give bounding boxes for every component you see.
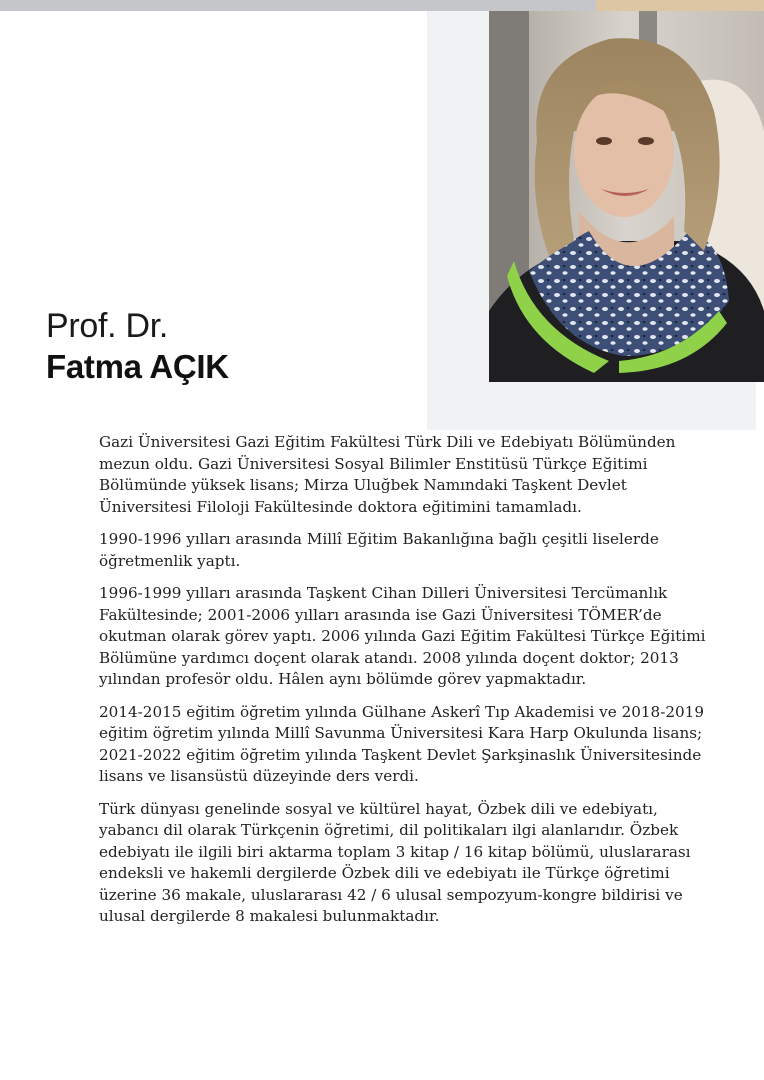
bio-paragraph: 1990-1996 yılları arasında Millî Eğitim Bakanlığına bağlı çeşitli liselerde öğretmenlik yaptı. xyxy=(99,530,659,570)
bio-paragraph: 2014-2015 eğitim öğretim yılında Gülhane Askerî Tıp Akademisi ve 2018-2019 eğitim öğretim yılında Millî Savunma Üniversitesi Kara Harp Okulunda lisans; 2021-2022 eğitim öğretim yılında Taşkent Devlet Şarkşinaslık Üniversitesinde lisans ve lisansüstü düzeyinde ders verdi. xyxy=(99,702,705,785)
bio-paragraph: Türk dünyası genelinde sosyal ve kültürel hayat, Özbek dili ve edebiyatı, yabancı dil olarak Türkçenin öğretimi, dil politikaları ilgi alanlarıdır. Özbek edebiyatı ile ilgili biri aktarma toplam 3 kitap / 16 kitap bölümü, uluslararası endeksli ve hakemli dergilerde Özbek dili ve edebiyatı ile Türkçe öğretimi üzerine 36 makale, uluslararası 42 / 6 ulusal sempozyum-kongre bildirisi ve ulusal dergilerde 8 makalesi bulunmaktadır. xyxy=(99,799,691,925)
portrait-photo xyxy=(489,11,764,382)
biography xyxy=(99,432,719,939)
portrait-illustration xyxy=(489,11,764,382)
title-block xyxy=(46,306,229,388)
bio-paragraph: Gazi Üniversitesi Gazi Eğitim Fakültesi Türk Dili ve Edebiyatı Bölümünden mezun oldu. Gazi Üniversitesi Sosyal Bilimler Enstitüsü Türkçe Eğitimi Bölümünde yüksek lisans; Mirza Uluğbek Namındaki Taşkent Devlet Üniversitesi Filoloji Fakültesinde doktora eğitimini tamamladı. xyxy=(99,433,676,516)
academic-title: Prof. Dr. xyxy=(46,307,168,345)
person-name: Fatma AÇIK xyxy=(46,348,229,385)
bio-paragraph: 1996-1999 yılları arasında Taşkent Cihan Dilleri Üniversitesi Tercümanlık Fakültesinde; 2001-2006 yılları arasında ise Gazi Üniversitesi TÖMER’de okutman olarak görev yaptı. 2006 yılında Gazi Eğitim Fakültesi Türkçe Eğitimi Bölümüne yardımcı doçent olarak atandı. 2008 yılında doçent doktor; 2013 yılından profesör oldu. Hâlen aynı bölümde görev yapmaktadır. xyxy=(99,584,706,688)
top-accent-bar xyxy=(596,0,764,11)
